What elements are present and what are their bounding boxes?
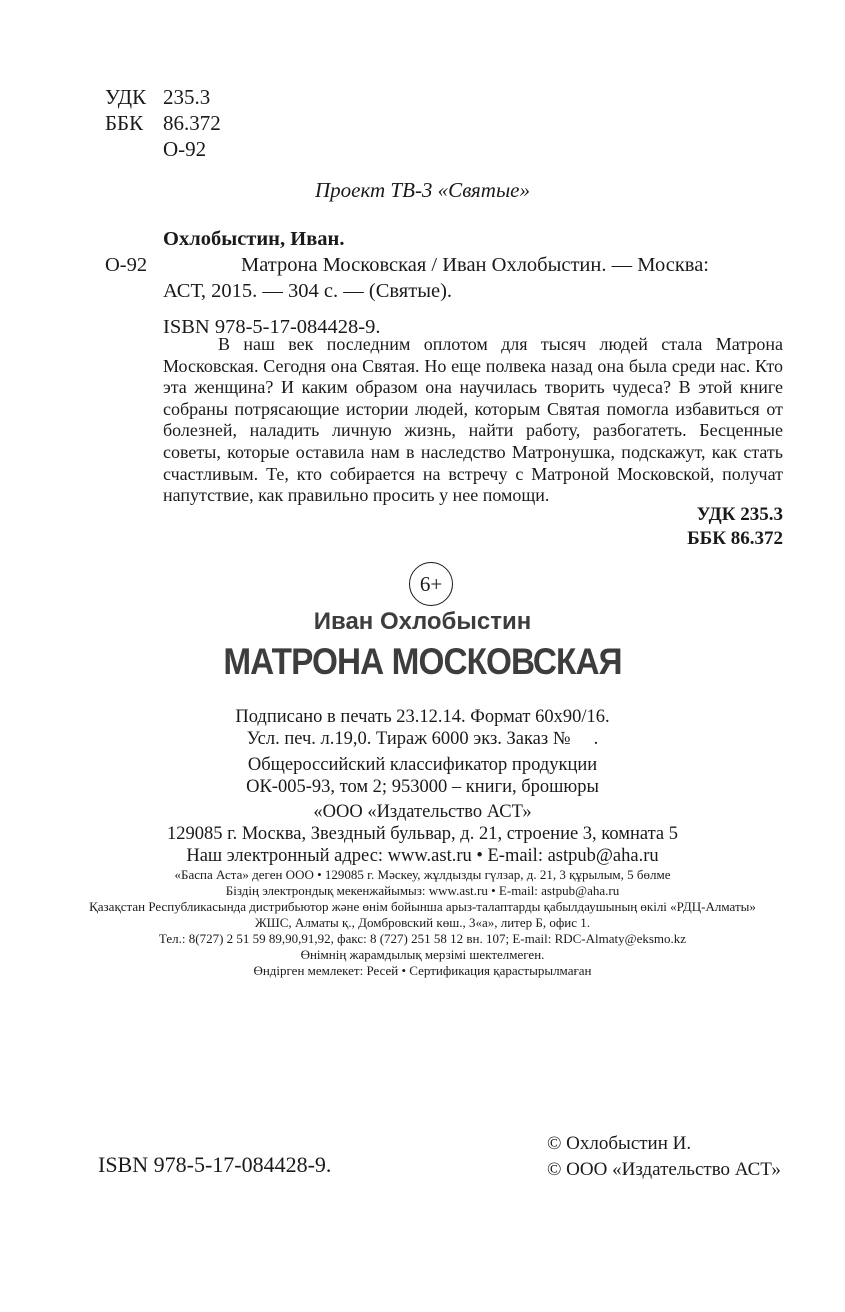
udk-value: 235.3 — [163, 85, 211, 109]
kazakh-line-5: Тел.: 8(727) 2 51 59 89,90,91,92, факс: 8 (727) 251 58 12 вн. 107; E-mail: RDC-Almaty@eksmo.kz — [158, 931, 687, 946]
catalog-author-sign: О-92 — [105, 254, 148, 276]
project-series-line: Проект ТВ-3 «Святые» — [314, 178, 530, 202]
book-title-heading: МАТРОНА МОСКОВСКАЯ — [223, 641, 622, 682]
kazakh-line-1: «Баспа Аста» деген ООО • 129085 г. Мәскеу, жұлдызды гүлзар, д. 21, 3 құрылым, 5 бөлме — [174, 867, 671, 882]
publisher-address: 129085 г. Москва, Звездный бульвар, д. 21, строение 3, комната 5 — [166, 824, 678, 844]
udk-row — [105, 84, 221, 110]
kazakh-line-7: Өндірген мемлекет: Ресей • Сертификация қарастырылмаған — [253, 963, 592, 978]
age-rating-text: 6+ — [419, 571, 443, 596]
kazakh-distributor-block — [0, 867, 845, 979]
annotation-text: В наш век последним оплотом для тысяч людей стала Матрона Московская. Сегодня она Святая. Но еще полвека назад она была среди нас. Кто эта женщина? И каким образом она научилась творить чудеса? В этой книге собраны потрясающие истории людей, которым Святая помогла избавиться от болезней, наладить личную жизнь, найти работу, разбогатеть. Бесценные советы, которые оставила нам в наследство Матронушка, подскажут, как стать счастливым. Те, кто собирается на встречу с Матроной Московской, получат напутствие, как правильно просить у нее помощи. — [163, 334, 783, 506]
catalog-line-2: АСТ, 2015. — 304 с. — (Святые). — [163, 280, 453, 302]
classification-right-block — [687, 503, 783, 551]
catalog-author: Охлобыстин, Иван. — [163, 228, 345, 250]
bbk-label: ББК — [105, 111, 144, 135]
catalog-entry — [105, 226, 795, 340]
copyright-publisher: © ООО «Издательство АСТ» — [547, 1159, 781, 1180]
copyright-author: © Охлобыстин И. — [547, 1133, 692, 1154]
kazakh-line-3: Қазақстан Республикасында дистрибьютор және өнім бойынша арыз-талаптарды қабылдаушының өкілі «РДЦ-Алматы» — [89, 899, 756, 914]
udk-label: УДК — [105, 85, 147, 109]
bbk-right-line: ББК 86.372 — [687, 528, 783, 549]
catalog-isbn: ISBN 978-5-17-084428-9. — [163, 316, 381, 338]
publisher-name: «ООО «Издательство АСТ» — [313, 802, 532, 822]
print-info-line-1: Подписано в печать 23.12.14. Формат 60х90/16. — [235, 707, 610, 727]
bbk-row — [105, 110, 221, 136]
classifier-line-1: Общероссийский классификатор продукции — [247, 755, 598, 775]
publisher-contacts: Наш электронный адрес: www.ast.ru • E-mail: astpub@aha.ru — [186, 846, 659, 866]
footer-isbn: ISBN 978-5-17-084428-9. — [98, 1152, 332, 1177]
classifier-block — [0, 754, 845, 798]
publisher-block — [0, 801, 845, 867]
catalog-body — [163, 226, 795, 304]
print-info-block — [0, 706, 845, 750]
udk-right-line: УДК 235.3 — [696, 504, 783, 525]
copyright-block — [547, 1131, 781, 1183]
kazakh-line-4: ЖШС, Алматы қ., Домбровский көш., 3«а», литер Б, офис 1. — [255, 915, 590, 930]
author-sign: О-92 — [163, 137, 207, 161]
kazakh-line-6: Өнімнің жарамдылық мерзімі шектелмеген. — [300, 947, 545, 962]
print-info-line-2: Усл. печ. л.19,0. Тираж 6000 экз. Заказ № . — [246, 729, 599, 749]
classification-block — [105, 84, 221, 162]
author-heading: Иван Охлобыстин — [313, 608, 532, 635]
catalog-line-1: Матрона Московская / Иван Охлобыстин. — Москва: — [241, 254, 709, 276]
classifier-line-2: ОК-005-93, том 2; 953000 – книги, брошюры — [246, 777, 599, 797]
bbk-value: 86.372 — [163, 111, 221, 135]
kazakh-line-2: Біздің электрондық мекенжайымыз: www.ast.ru • E-mail: astpub@aha.ru — [225, 883, 620, 898]
age-rating-badge — [409, 562, 453, 606]
